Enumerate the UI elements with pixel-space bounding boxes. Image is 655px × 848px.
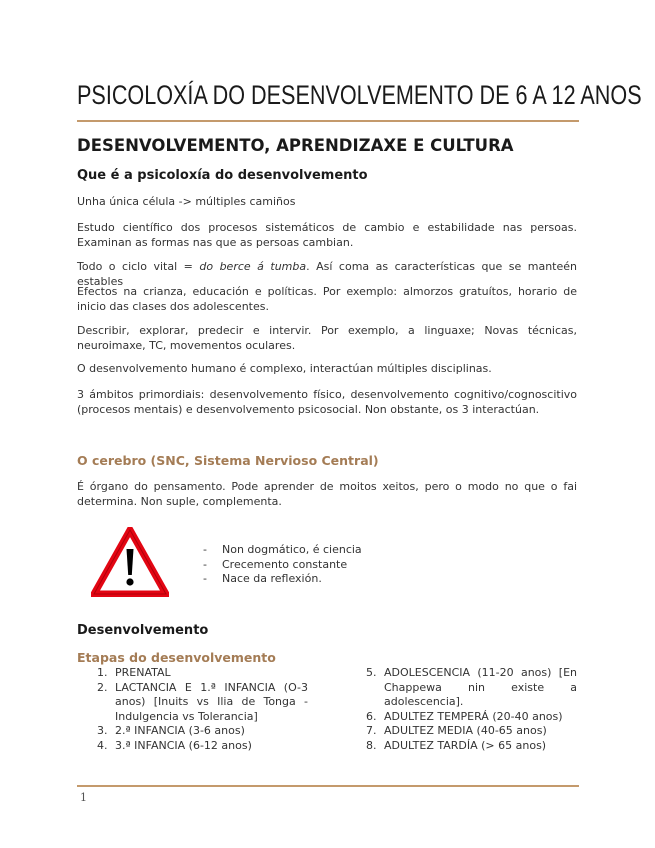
stage-text: ADULTEZ TEMPERÁ (20-40 anos) bbox=[384, 709, 563, 723]
paragraph-study: Estudo científico dos procesos sistemáticos de cambio e estabilidade nas persoas. Examinan as formas nas que as persoas cambian. bbox=[77, 221, 577, 249]
stage-text: PRENATAL bbox=[115, 666, 171, 679]
paragraph-cell: Unha única célula -> múltiples camiños bbox=[77, 195, 296, 208]
list-item bbox=[97, 681, 308, 725]
brain-bullet-list bbox=[203, 543, 362, 587]
vital-cycle-italic: do berce á tumba bbox=[199, 260, 307, 273]
paragraph-domains: 3 ámbitos primordiais: desenvolvemento físico, desenvolvemento cognitivo/cognoscitivo (procesos mentais) e desenvolvemento psicosocial. Non obstante, os 3 interactúan. bbox=[77, 388, 577, 416]
bullet-text: Nace da reflexión. bbox=[222, 572, 322, 585]
stage-number: 8. bbox=[366, 738, 377, 752]
list-item bbox=[366, 724, 577, 739]
brain-paragraph: É órgano do pensamento. Pode aprender de moitos xeitos, pero o modo no que o fai determina. Non suple, complementa. bbox=[77, 480, 577, 508]
bullet-text: Crecemento constante bbox=[222, 557, 348, 571]
title-divider bbox=[77, 120, 579, 122]
stage-text: 3.ª INFANCIA (6-12 anos) bbox=[115, 738, 252, 752]
list-item bbox=[366, 710, 577, 725]
bullet-text: Non dogmático, é ciencia bbox=[222, 543, 362, 556]
stage-number: 5. bbox=[366, 666, 377, 679]
list-item bbox=[203, 558, 362, 573]
list-item bbox=[97, 666, 308, 681]
paragraph-complex: O desenvolvemento humano é complexo, interactúan múltiples disciplinas. bbox=[77, 362, 492, 375]
list-item bbox=[97, 739, 308, 754]
list-item bbox=[97, 724, 308, 739]
stage-number: 7. bbox=[366, 724, 377, 737]
stage-number: 1. bbox=[97, 666, 108, 679]
section-heading: DESENVOLVEMENTO, APRENDIZAXE E CULTURA bbox=[77, 136, 514, 155]
bullet-dash: - bbox=[203, 543, 207, 556]
vital-cycle-after: . Así coma as características que se manteén estables bbox=[77, 260, 577, 288]
stage-number: 3. bbox=[97, 724, 108, 737]
list-item bbox=[203, 572, 362, 587]
stages-list-right bbox=[366, 666, 577, 753]
warning-triangle-icon bbox=[91, 527, 169, 601]
stages-list-left bbox=[97, 666, 308, 753]
bullet-dash: - bbox=[203, 557, 207, 571]
document-title: PSICOLOXÍA DO DESENVOLVEMENTO DE 6 A 12 ANOS bbox=[77, 80, 642, 110]
list-item bbox=[203, 543, 362, 558]
stage-text: ADULTEZ MEDIA (40-65 anos) bbox=[384, 724, 547, 737]
list-item bbox=[366, 666, 577, 710]
stage-number: 2. bbox=[97, 680, 108, 694]
paragraph-describe: Describir, explorar, predecir e intervir. Por exemplo, a linguaxe; Novas técnicas, neuroimaxe, TC, movementos oculares. bbox=[77, 324, 577, 352]
development-heading: Desenvolvemento bbox=[77, 623, 209, 638]
brain-heading: O cerebro (SNC, Sistema Nervioso Central) bbox=[77, 453, 379, 468]
page-number: 1 bbox=[80, 791, 87, 804]
stage-number: 4. bbox=[97, 738, 108, 752]
stage-text: 2.ª INFANCIA (3-6 anos) bbox=[115, 724, 245, 737]
stages-heading: Etapas do desenvolvemento bbox=[77, 650, 276, 665]
list-item bbox=[366, 739, 577, 754]
stage-text: LACTANCIA E 1.ª INFANCIA (O-3 anos) [Inuits vs Ilia de Tonga - Indulgencia vs Tolerancia] bbox=[115, 680, 308, 723]
paragraph-effects: Efectos na crianza, educación e políticas. Por exemplo: almorzos gratuítos, horario de inicio das clases dos adolescentes. bbox=[77, 285, 577, 313]
stage-text: ADULTEZ TARDÍA (> 65 anos) bbox=[384, 738, 547, 752]
subheading-what-is: Que é a psicoloxía do desenvolvemento bbox=[77, 168, 368, 183]
vital-cycle-before: Todo o ciclo vital = bbox=[77, 260, 200, 273]
stage-number: 6. bbox=[366, 709, 377, 723]
stage-text: ADOLESCENCIA (11-20 anos) [En Chappewa nin existe a adolescencia]. bbox=[384, 666, 577, 708]
footer-divider bbox=[77, 785, 579, 787]
bullet-dash: - bbox=[203, 572, 207, 585]
